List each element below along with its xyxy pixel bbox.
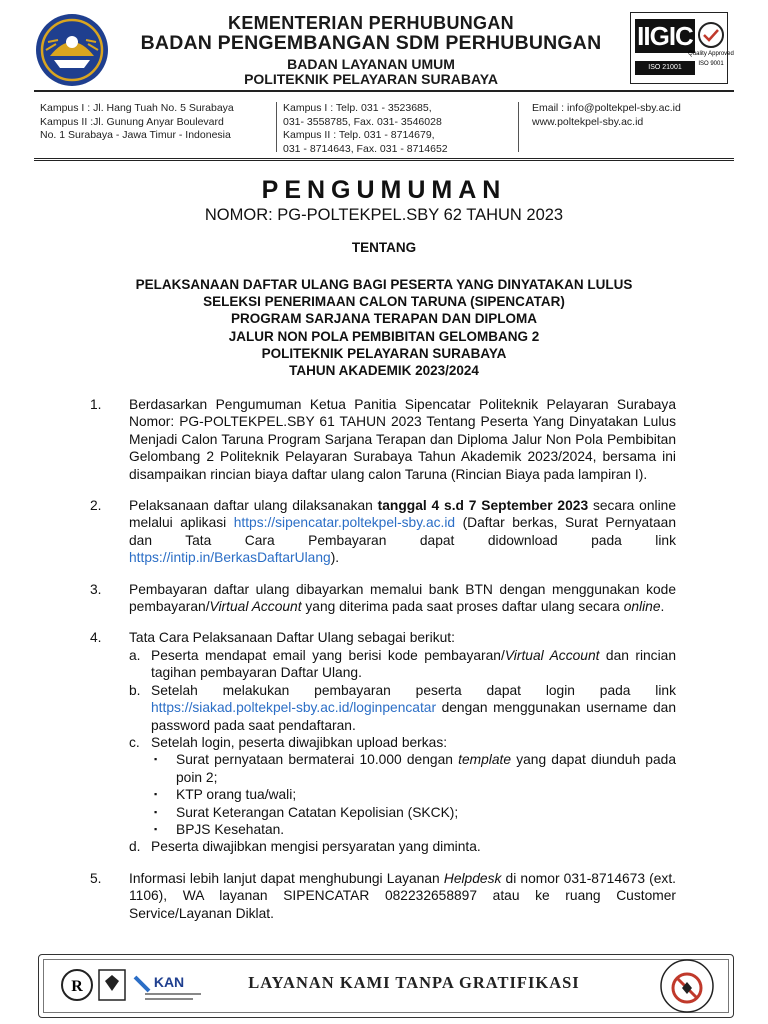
subject-line: PROGRAM SARJANA TERAPAN DAN DIPLOMA	[230, 311, 537, 327]
phone-line: 031 - 8714643, Fax. 031 - 8714652	[283, 142, 448, 155]
address-line: Kampus I : Jl. Hang Tuah No. 5 Surabaya	[40, 102, 234, 114]
iigc-logo-text: IIGIC	[635, 19, 695, 53]
sub-item-c	[129, 734, 676, 838]
accreditation-logos	[59, 961, 219, 1011]
sub-text: Setelah login, peserta diwajibkan upload berkas:	[151, 734, 448, 750]
svg-text:R: R	[71, 978, 83, 995]
quality-approved-icon	[688, 21, 734, 77]
address-line: No. 1 Surabaya - Jawa Timur - Indonesia	[40, 129, 231, 141]
phone-line: Kampus II : Telp. 031 - 8714679,	[283, 129, 435, 141]
certification-logo	[630, 12, 734, 85]
bullet-item	[151, 786, 676, 803]
sub-letter: b.	[129, 682, 141, 698]
agency-name: BADAN PENGEMBANGAN SDM PERHUBUNGAN	[140, 32, 602, 55]
subject-line: SELEKSI PENERIMAAN CALON TARUNA (SIPENCATAR)	[203, 294, 565, 310]
berkas-link[interactable]: https://intip.in/BerkasDaftarUlang	[129, 550, 331, 566]
bullet-text: Surat pernyataan bermaterai 10.000 dengan	[176, 752, 459, 768]
document-subject	[60, 276, 708, 379]
unit-name: BADAN LAYANAN UMUM	[287, 55, 455, 72]
item-text: .	[660, 599, 665, 615]
sub-item-b	[129, 682, 676, 734]
website-line: www.poltekpel-sby.ac.id	[532, 115, 644, 128]
ukas-icon	[99, 970, 125, 1000]
gratification-slogan: LAYANAN KAMI TANPA GRATIFIKASI	[248, 973, 580, 992]
bullet-text: KTP orang tua/wali;	[176, 787, 297, 803]
header-rule	[34, 90, 734, 92]
footer-banner	[38, 954, 734, 1018]
list-item-4	[90, 629, 676, 855]
registration-date: tanggal 4 s.d 7 September 2023	[377, 498, 589, 514]
siakad-login-link[interactable]: https://siakad.poltekpel-sby.ac.id/loginpencatar	[151, 700, 437, 716]
item-number: 3.	[90, 581, 102, 597]
address-contact	[532, 102, 732, 129]
item-text: Pembayaran daftar ulang dibayarkan memalui bank BTN dengan menggunakan kode pembayaran/	[129, 581, 676, 615]
sub-item-a	[129, 647, 676, 682]
sub-text: Peserta diwajibkan mengisi persyaratan yang diminta.	[151, 839, 481, 855]
item-text-italic: Virtual Account	[209, 599, 302, 615]
bullet-item	[151, 804, 676, 821]
list-item-3	[90, 581, 676, 616]
bullet-text-italic: template	[458, 752, 512, 768]
item-number: 4.	[90, 630, 102, 646]
sipencatar-link[interactable]: https://sipencatar.poltekpel-sby.ac.id	[233, 515, 456, 531]
address-line: Kampus II :Jl. Gunung Anyar Boulevard	[40, 115, 224, 128]
iso-caption: ISO 21001 CERTIFIED	[635, 61, 695, 75]
school-name: POLITEKNIK PELAYARAN SURABAYA	[244, 70, 498, 87]
bullet-icon: ▪	[154, 754, 158, 765]
phone-line: Kampus I : Telp. 031 - 3523685,	[283, 102, 432, 114]
item-text: (Daftar berkas, Surat Pernyataan dan Tata Cara Pembayaran dapat didownload pada link	[129, 515, 676, 548]
sub-text: Peserta mendapat email yang berisi kode pembayaran/	[151, 647, 505, 663]
address-campus	[40, 102, 272, 143]
email-line: Email : info@poltekpel-sby.ac.id	[532, 102, 681, 114]
item-text: Informasi lebih lanjut dapat menghubungi Layanan	[129, 870, 444, 886]
bullet-text: yang dapat diunduh pada poin 2;	[176, 752, 676, 785]
subject-line: POLITEKNIK PELAYARAN SURABAYA	[261, 345, 507, 361]
quality-iso: ISO 9001	[698, 61, 724, 67]
announcement-body	[90, 396, 676, 936]
kan-text: KAN	[153, 974, 185, 990]
bullet-icon: ▪	[154, 823, 158, 834]
sub-letter: d.	[129, 839, 141, 855]
item-text: Berdasarkan Pengumuman Ketua Panitia Sipencatar Politeknik Pelayaran Surabaya Nomor: PG-POLTEKPEL.SBY 61 TAHUN 2023 Tentang Peserta Yang Dinyatakan Lulus Menjadi Calon Taruna Program Sarjana Terapan dan Diploma Jalur Non Pola Pembibitan Gelombang 2 Politeknik Pelayaran Surabaya Tahun Akademik 2023/2024, bersama ini disampaikan rincian biaya daftar ulang calon Taruna (Rincian Biaya pada lampiran I).	[129, 397, 676, 482]
kan-logo-icon	[135, 974, 201, 1000]
sub-text-italic: Virtual Account	[504, 647, 600, 663]
sub-text: Setelah melakukan pembayaran peserta dapat login pada link	[151, 682, 676, 698]
divider	[518, 102, 519, 152]
bullet-icon: ▪	[154, 789, 158, 800]
page-title: PENGUMUMAN	[261, 176, 507, 204]
sub-item-d	[129, 838, 676, 855]
subject-line: PELAKSANAAN DAFTAR ULANG BAGI PESERTA YANG DINYATAKAN LULUS	[135, 277, 633, 292]
subject-line: TAHUN AKADEMIK 2023/2024	[289, 363, 479, 379]
bullet-item	[151, 821, 676, 838]
sub-letter: a.	[129, 647, 141, 663]
phone-line: 031- 3558785, Fax. 031- 3546028	[283, 115, 442, 128]
item-text: secara online melalui aplikasi	[129, 498, 677, 531]
sub-letter: c.	[129, 734, 140, 750]
bullet-item	[151, 751, 676, 786]
ministry-logo	[34, 12, 110, 88]
item-text: Tata Cara Pelaksanaan Daftar Ulang sebagai berikut:	[129, 630, 455, 646]
address-phone	[283, 102, 505, 156]
bullet-icon: ▪	[154, 806, 158, 817]
item-text-italic: online	[623, 599, 661, 615]
item-number: 1.	[90, 397, 102, 412]
tentang-label: TENTANG	[351, 240, 417, 255]
document-number: NOMOR: PG-POLTEKPEL.SBY 62 TAHUN 2023	[204, 206, 564, 224]
item-number: 2.	[90, 498, 102, 514]
item-text: di nomor 031-8714673 (ext. 1106), WA layanan SIPENCATAR 082232658897 atau ke ruang Customer Service/Layanan Diklat.	[129, 870, 676, 921]
bullet-text: Surat Keterangan Catatan Kepolisian (SKCK);	[176, 804, 459, 820]
ministry-name: KEMENTERIAN PERHUBUNGAN	[228, 13, 514, 33]
item-text: Pelaksanaan daftar ulang dilaksanakan	[129, 498, 378, 514]
item-text: yang diterima pada saat proses daftar ulang secara	[301, 599, 624, 615]
registered-icon	[62, 970, 92, 1000]
institution-header	[118, 14, 624, 86]
letterhead-double-rule	[34, 158, 734, 161]
subject-line: JALUR NON POLA PEMBIBITAN GELOMBANG 2	[228, 328, 540, 344]
sub-text: dengan menggunakan username dan password pada saat pendaftaran.	[151, 700, 676, 733]
item-text: ).	[330, 550, 340, 566]
item-number: 5.	[90, 870, 102, 886]
list-item-1	[90, 396, 676, 483]
list-item-5	[90, 870, 676, 922]
bullet-text: BPJS Kesehatan.	[176, 821, 285, 837]
no-gratification-seal-icon	[659, 958, 715, 1014]
list-item-2	[90, 497, 676, 567]
sub-text: dan rincian tagihan pembayaran Daftar Ulang.	[151, 647, 676, 681]
item-text-italic: Helpdesk	[443, 870, 502, 886]
quality-text: Quality Approved	[688, 51, 734, 57]
divider	[276, 102, 277, 152]
